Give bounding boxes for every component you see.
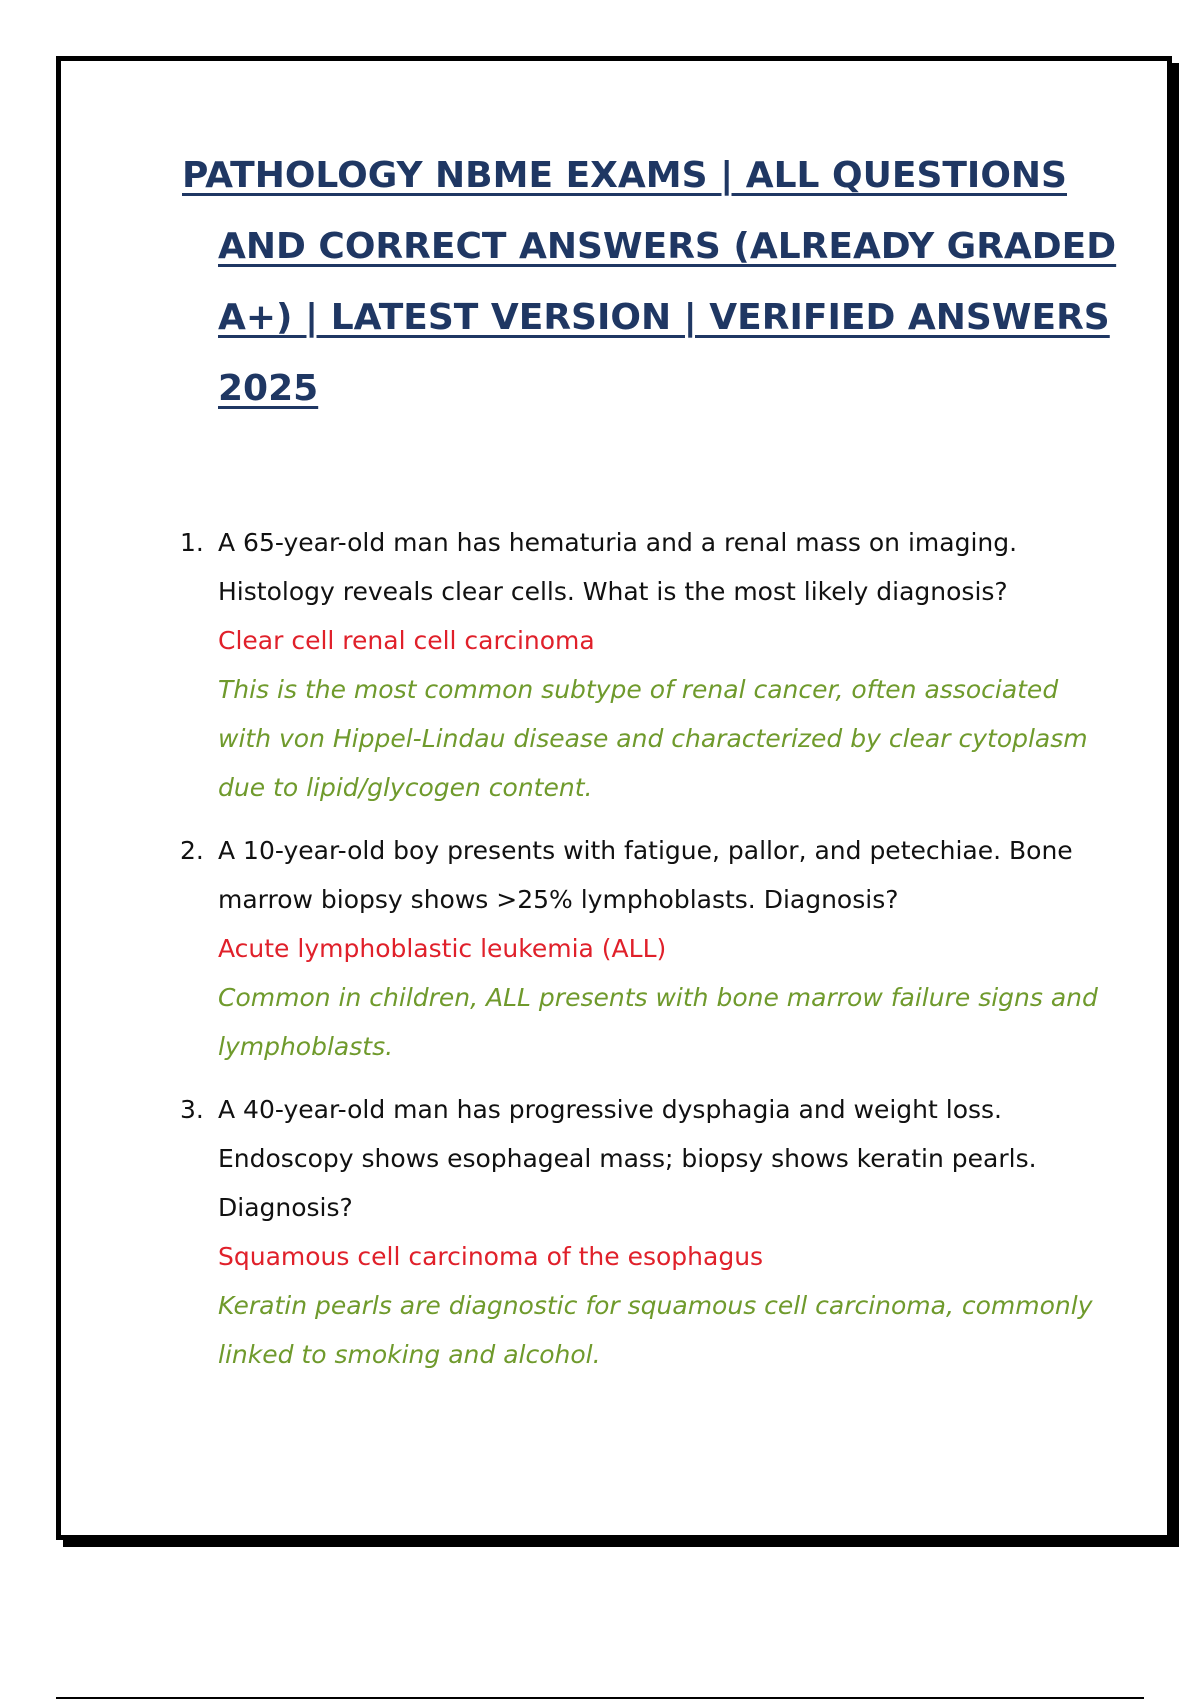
question-text: A 10-year-old boy presents with fatigue, pallor, and petechiae. Bone marrow biopsy shows >25% lymphoblasts. Diagnosis?	[218, 836, 1073, 914]
question-text: A 40-year-old man has progressive dysphagia and weight loss. Endoscopy shows esophageal mass; biopsy shows keratin pearls. Diagnosis?	[218, 1095, 1037, 1222]
question-item	[180, 518, 1100, 812]
question-item	[180, 826, 1100, 1071]
footer-divider	[56, 1697, 1144, 1699]
correct-answer: Clear cell renal cell carcinoma	[218, 626, 595, 655]
question-number: 3.	[180, 1095, 204, 1124]
question-text: A 65-year-old man has hematuria and a renal mass on imaging. Histology reveals clear cells. What is the most likely diagnosis?	[218, 528, 1018, 606]
answer-explanation: Common in children, ALL presents with bone marrow failure signs and lymphoblasts.	[218, 983, 1098, 1061]
answer-explanation: Keratin pearls are diagnostic for squamous cell carcinoma, commonly linked to smoking and alcohol.	[218, 1291, 1093, 1369]
question-number: 2.	[180, 836, 204, 865]
question-list	[180, 518, 1100, 1393]
correct-answer: Squamous cell carcinoma of the esophagus	[218, 1242, 764, 1271]
question-item	[180, 1085, 1100, 1379]
question-number: 1.	[180, 528, 204, 557]
correct-answer: Acute lymphoblastic leukemia (ALL)	[218, 934, 667, 963]
document-title: PATHOLOGY NBME EXAMS | ALL QUESTIONS AND CORRECT ANSWERS (ALREADY GRADED A+) | LATEST VERSION | VERIFIED ANSWERS 2025	[182, 155, 1117, 409]
answer-explanation: This is the most common subtype of renal cancer, often associated with von Hippel-Lindau disease and characterized by clear cytoplasm due to lipid/glycogen content.	[218, 675, 1088, 802]
